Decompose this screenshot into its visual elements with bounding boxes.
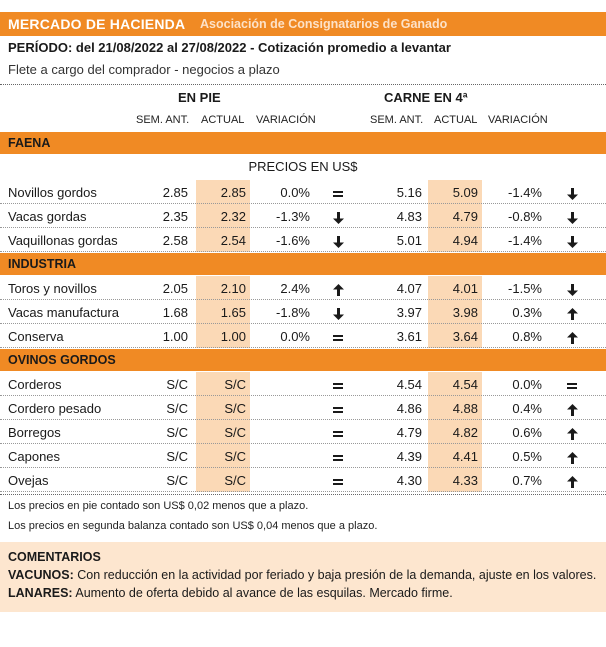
cell-pie-act: 2.85 [220,185,246,200]
cell-pie-prev: 2.85 [162,185,188,200]
cell-car-act: 3.98 [452,305,478,320]
cell-car-var: 0.8% [512,329,542,344]
cell-pie-act: 2.10 [220,281,246,296]
row-label: Vacas gordas [8,209,87,224]
cell-pie-var: 0.0% [280,329,310,344]
note-1: Los precios en pie contado son US$ 0,02 menos que a plazo. [8,500,309,512]
cell-pie-prev: S/C [166,473,188,488]
cell-car-var: 0.6% [512,425,542,440]
cell-car-var: -1.5% [508,281,542,296]
cell-car-var: 0.5% [512,449,542,464]
row-label: Borregos [8,425,61,440]
cell-car-prev: 5.01 [396,233,422,248]
group-en-pie: EN PIE [178,90,221,105]
cell-car-prev: 4.30 [396,473,422,488]
arrow-down-icon [560,186,584,200]
cell-pie-act: S/C [224,473,246,488]
cell-pie-act: S/C [224,449,246,464]
cell-car-var: -1.4% [508,233,542,248]
cell-pie-prev: S/C [166,449,188,464]
arrow-down-icon [326,210,350,224]
col-variation: VARIACIÓN [488,114,548,126]
cell-car-act: 3.64 [452,329,478,344]
cell-car-var: -1.4% [508,185,542,200]
cell-car-act: 4.79 [452,209,478,224]
header-org: Asociación de Consignatarios de Ganado [200,17,448,31]
table-row [0,396,606,420]
cell-car-var: 0.0% [512,377,542,392]
table-row [0,324,606,348]
cell-pie-prev: 2.35 [162,209,188,224]
table-row [0,228,606,252]
period-text: PERÍODO: del 21/08/2022 al 27/08/2022 - Cotización promedio a levantar [8,40,451,55]
section-ovinos: OVINOS GORDOS [0,349,606,371]
cell-pie-act: 1.00 [220,329,246,344]
table-row [0,468,606,492]
arrow-up-icon [560,474,584,488]
vacunos-label: VACUNOS: [8,568,74,582]
cell-pie-var: -1.8% [276,305,310,320]
col-prev: SEM. ANT. [370,114,424,126]
arrow-down-icon [326,306,350,320]
cell-pie-prev: 1.68 [162,305,188,320]
group-carne: CARNE EN 4ª [384,90,468,105]
equals-icon [326,378,350,392]
cell-car-prev: 3.97 [396,305,422,320]
cell-car-act: 4.41 [452,449,478,464]
cell-car-act: 5.09 [452,185,478,200]
cell-car-prev: 5.16 [396,185,422,200]
divider [0,84,606,85]
col-current: ACTUAL [434,114,478,126]
cell-car-prev: 4.07 [396,281,422,296]
note-2: Los precios en segunda balanza contado son US$ 0,04 menos que a plazo. [8,520,378,532]
cell-car-var: 0.3% [512,305,542,320]
equals-icon [326,186,350,200]
row-label: Ovejas [8,473,49,488]
lanares-text: Aumento de oferta debido al avance de las esquilas. Mercado firme. [72,586,453,600]
cell-car-var: -0.8% [508,209,542,224]
row-label: Vacas manufactura [8,305,120,320]
col-prev: SEM. ANT. [136,114,190,126]
col-current: ACTUAL [201,114,245,126]
cell-pie-act: S/C [224,425,246,440]
equals-icon [560,378,584,392]
header-bar [0,12,606,36]
table-row [0,444,606,468]
arrow-down-icon [560,282,584,296]
row-label: Cordero pesado [8,401,102,416]
table-row [0,420,606,444]
cell-car-act: 4.94 [452,233,478,248]
cell-car-act: 4.33 [452,473,478,488]
equals-icon [326,474,350,488]
row-label: Corderos [8,377,62,392]
comments-title: COMENTARIOS [8,550,101,564]
cell-car-prev: 4.86 [396,401,422,416]
comments-box [0,542,606,612]
prices-label: PRECIOS EN US$ [248,159,358,174]
cell-pie-prev: 2.05 [162,281,188,296]
row-label: Toros y novillos [8,281,97,296]
equals-icon [326,402,350,416]
row-label: Novillos gordos [8,185,97,200]
arrow-up-icon [326,282,350,296]
cell-car-act: 4.88 [452,401,478,416]
cell-pie-var: -1.6% [276,233,310,248]
table-row [0,300,606,324]
cell-pie-act: S/C [224,401,246,416]
arrow-down-icon [560,234,584,248]
vacunos-text: Con reducción en la actividad por feriado y baja presión de la demanda, ajuste en los valores. [73,568,597,582]
arrow-down-icon [326,234,350,248]
equals-icon [326,450,350,464]
cell-car-prev: 4.79 [396,425,422,440]
cell-car-var: 0.4% [512,401,542,416]
arrow-up-icon [560,330,584,344]
equals-icon [326,426,350,440]
cell-pie-prev: S/C [166,425,188,440]
cell-car-prev: 4.54 [396,377,422,392]
subtitle-text: Flete a cargo del comprador - negocios a plazo [8,62,280,77]
lanares-label: LANARES: [8,586,73,600]
row-label: Conserva [8,329,64,344]
table-row [0,180,606,204]
cell-car-var: 0.7% [512,473,542,488]
row-divider [0,347,606,348]
col-variation: VARIACIÓN [256,114,316,126]
header-title: MERCADO DE HACIENDA [8,16,186,32]
arrow-up-icon [560,306,584,320]
section-industria: INDUSTRIA [0,253,606,275]
table-row [0,372,606,396]
cell-pie-act: 2.54 [220,233,246,248]
equals-icon [326,330,350,344]
divider [0,494,606,495]
table-row [0,276,606,300]
cell-pie-act: 1.65 [220,305,246,320]
cell-pie-act: S/C [224,377,246,392]
section-faena: FAENA [0,132,606,154]
cell-pie-act: 2.32 [220,209,246,224]
cell-pie-var: 2.4% [280,281,310,296]
arrow-up-icon [560,450,584,464]
row-label: Vaquillonas gordas [8,233,118,248]
cell-pie-prev: 2.58 [162,233,188,248]
row-divider [0,491,606,492]
cell-car-prev: 4.39 [396,449,422,464]
cell-pie-prev: S/C [166,377,188,392]
cell-pie-var: 0.0% [280,185,310,200]
arrow-up-icon [560,402,584,416]
arrow-up-icon [560,426,584,440]
cell-car-prev: 4.83 [396,209,422,224]
row-label: Capones [8,449,61,464]
cell-car-prev: 3.61 [396,329,422,344]
cell-pie-prev: 1.00 [162,329,188,344]
cell-car-act: 4.01 [452,281,478,296]
table-row [0,204,606,228]
cell-pie-var: -1.3% [276,209,310,224]
cell-car-act: 4.54 [452,377,478,392]
arrow-down-icon [560,210,584,224]
cell-car-act: 4.82 [452,425,478,440]
cell-pie-prev: S/C [166,401,188,416]
row-divider [0,251,606,252]
comments-body [8,566,598,602]
